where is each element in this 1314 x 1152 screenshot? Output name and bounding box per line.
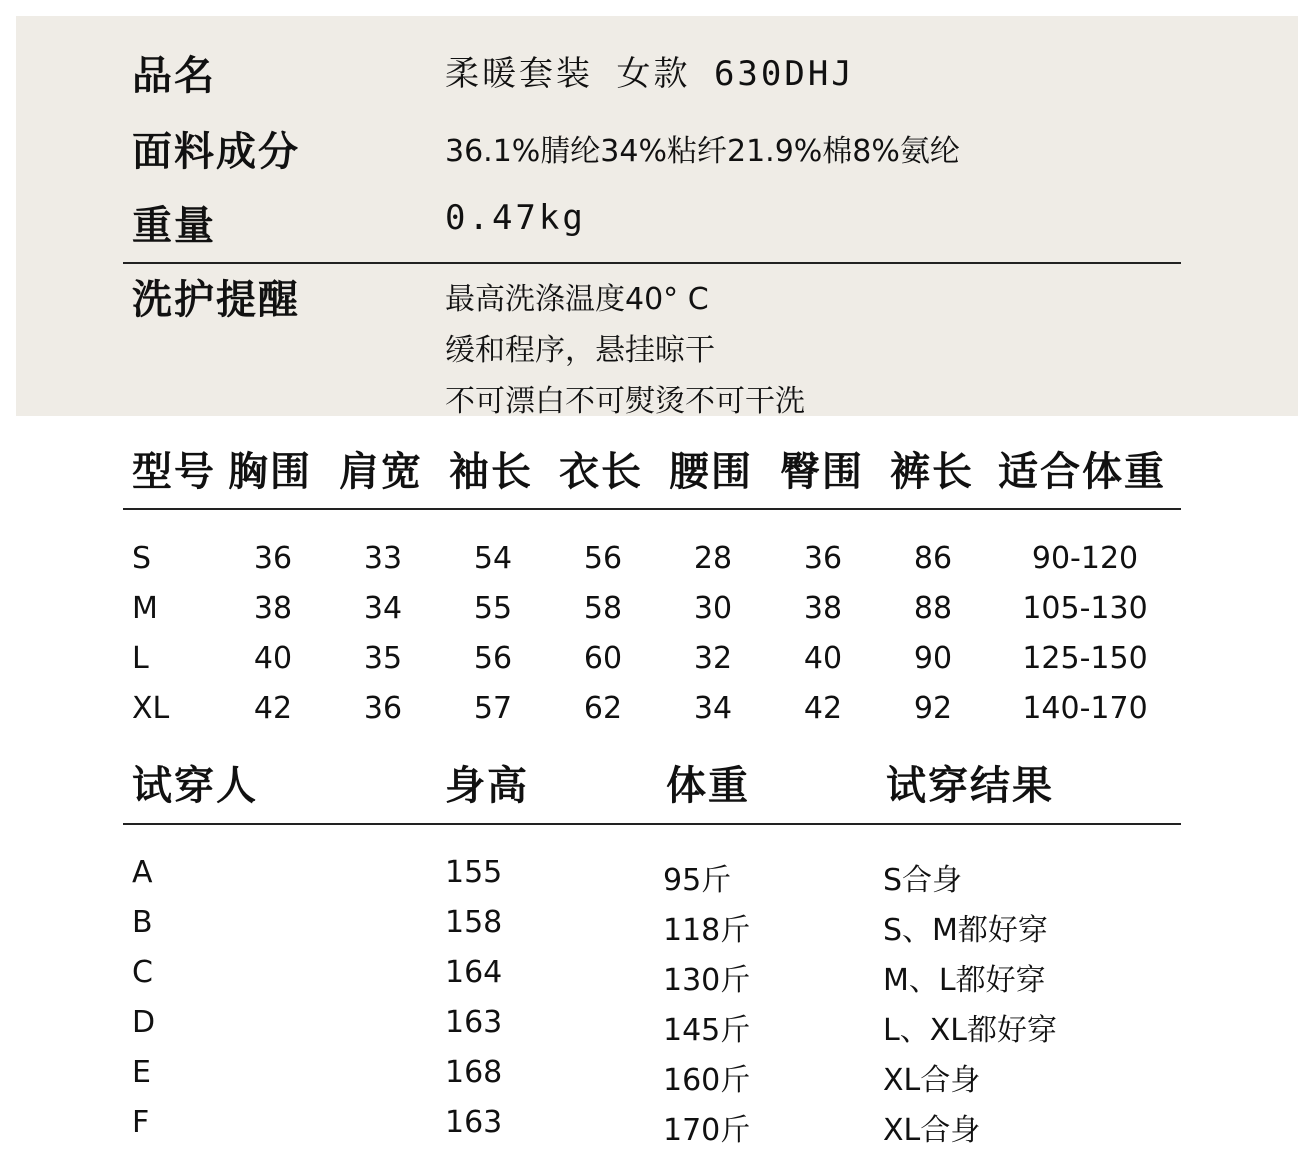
trial-weight: 130斤 [663, 963, 751, 998]
cell-fit-weight: 105-130 [1022, 591, 1148, 626]
cell-pants-length: 88 [913, 591, 953, 626]
cell-sleeve: 55 [473, 591, 513, 626]
size-header-fit-weight: 适合体重 [998, 449, 1166, 495]
cell-sleeve: 54 [473, 541, 513, 576]
size-label: S [132, 541, 152, 576]
size-label: M [132, 591, 158, 626]
trial-weight: 118斤 [663, 913, 751, 948]
cell-shoulder: 34 [363, 591, 403, 626]
trial-person: B [132, 905, 153, 940]
cell-waist: 32 [693, 641, 733, 676]
size-header-pants-length: 裤长 [890, 449, 974, 495]
trial-weight: 170斤 [663, 1113, 751, 1148]
cell-chest: 38 [253, 591, 293, 626]
care-label: 洗护提醒 [132, 277, 300, 323]
fabric-label: 面料成分 [132, 129, 300, 175]
cell-hip: 42 [803, 691, 843, 726]
cell-shoulder: 36 [363, 691, 403, 726]
size-header-sleeve: 袖长 [449, 449, 533, 495]
trial-person: A [132, 855, 153, 890]
trial-result: M、L都好穿 [883, 963, 1046, 998]
trial-height: 155 [445, 855, 503, 890]
cell-pants-length: 90 [913, 641, 953, 676]
cell-hip: 38 [803, 591, 843, 626]
cell-chest: 42 [253, 691, 293, 726]
cell-fit-weight: 125-150 [1022, 641, 1148, 676]
size-label: XL [132, 691, 170, 726]
trial-height: 164 [445, 955, 503, 990]
cell-chest: 40 [253, 641, 293, 676]
size-header-chest: 胸围 [228, 449, 312, 495]
trial-person: E [132, 1055, 151, 1090]
cell-top-length: 60 [583, 641, 623, 676]
cell-top-length: 62 [583, 691, 623, 726]
trial-result: S合身 [883, 863, 963, 898]
care-line-restrictions: 不可漂白不可熨烫不可干洗 [445, 384, 805, 419]
care-line-program: 缓和程序，悬挂晾干 [445, 333, 715, 368]
product-name-label: 品名 [132, 53, 216, 99]
care-line-temperature: 最高洗涤温度40° C [445, 282, 709, 317]
trial-height: 168 [445, 1055, 503, 1090]
trial-weight: 145斤 [663, 1013, 751, 1048]
trial-weight: 160斤 [663, 1063, 751, 1098]
size-header-top-length: 衣长 [559, 449, 643, 495]
cell-pants-length: 92 [913, 691, 953, 726]
trial-result: L、XL都好穿 [883, 1013, 1057, 1048]
trial-header-person: 试穿人 [132, 763, 258, 809]
size-header-hip: 臀围 [780, 449, 864, 495]
trial-header-height: 身高 [445, 763, 529, 809]
cell-pants-length: 86 [913, 541, 953, 576]
weight-value: 0.47kg [445, 198, 586, 238]
trial-height: 163 [445, 1005, 503, 1040]
cell-shoulder: 35 [363, 641, 403, 676]
trial-result: XL合身 [883, 1063, 981, 1098]
size-header-model: 型号 [132, 449, 216, 495]
trial-person: C [132, 955, 153, 990]
trial-result: XL合身 [883, 1113, 981, 1148]
cell-waist: 30 [693, 591, 733, 626]
size-label: L [132, 641, 149, 676]
trial-header-result: 试穿结果 [886, 763, 1054, 809]
cell-sleeve: 56 [473, 641, 513, 676]
cell-top-length: 56 [583, 541, 623, 576]
cell-sleeve: 57 [473, 691, 513, 726]
cell-hip: 40 [803, 641, 843, 676]
cell-fit-weight: 140-170 [1022, 691, 1148, 726]
trial-header-divider [123, 823, 1181, 825]
cell-waist: 34 [693, 691, 733, 726]
cell-top-length: 58 [583, 591, 623, 626]
fabric-value: 36.1%腈纶34%粘纤21.9%棉8%氨纶 [445, 134, 960, 169]
trial-person: D [132, 1005, 156, 1040]
weight-label: 重量 [132, 203, 216, 249]
cell-hip: 36 [803, 541, 843, 576]
cell-fit-weight: 90-120 [1031, 541, 1139, 576]
trial-header-weight: 体重 [666, 763, 750, 809]
trial-result: S、M都好穿 [883, 913, 1048, 948]
size-header-divider [123, 508, 1181, 510]
product-name-value: 柔暖套装 女款 630DHJ [445, 54, 855, 94]
size-header-waist: 腰围 [669, 449, 753, 495]
trial-weight: 95斤 [663, 863, 732, 898]
cell-waist: 28 [693, 541, 733, 576]
trial-height: 158 [445, 905, 503, 940]
cell-shoulder: 33 [363, 541, 403, 576]
trial-height: 163 [445, 1105, 503, 1140]
cell-chest: 36 [253, 541, 293, 576]
trial-person: F [132, 1105, 150, 1140]
size-header-shoulder: 肩宽 [339, 449, 423, 495]
info-divider [123, 262, 1181, 264]
